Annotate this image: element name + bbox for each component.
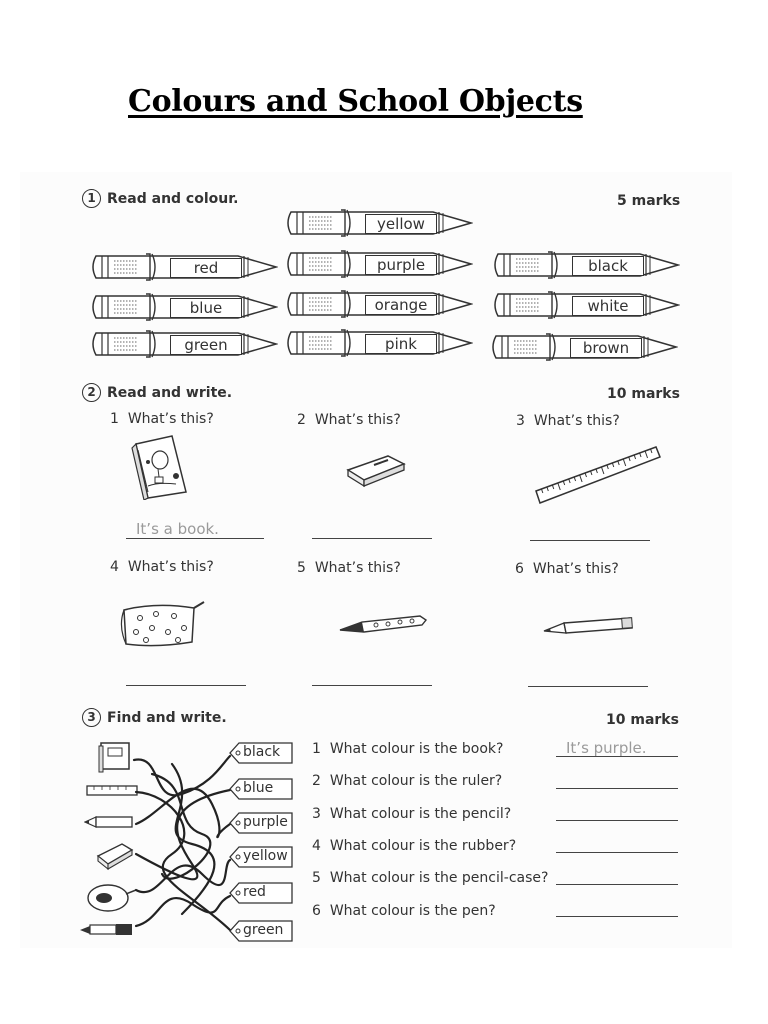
answer-line-2[interactable] xyxy=(312,518,432,539)
section-2-header xyxy=(82,383,232,402)
question-6: 6 What’s this? xyxy=(515,561,619,577)
colour-tag[interactable] xyxy=(229,742,293,764)
colour-tag[interactable] xyxy=(229,778,293,800)
colour-answer-line-4[interactable] xyxy=(556,852,678,853)
crayon-label: brown xyxy=(570,338,642,358)
colour-question-4: 4 What colour is the rubber? xyxy=(312,838,517,854)
tag-label: red xyxy=(243,884,266,900)
tag-label: black xyxy=(243,744,281,760)
crayon[interactable] xyxy=(283,208,473,238)
pencil-icon xyxy=(542,614,638,636)
crayon[interactable] xyxy=(283,289,473,319)
colour-answer-line-5[interactable] xyxy=(556,884,678,885)
crayon[interactable] xyxy=(283,328,473,358)
section-2-marks: 10 marks xyxy=(607,386,680,402)
pen-icon xyxy=(336,612,432,636)
crayon[interactable] xyxy=(88,292,278,322)
colour-answer-example: It’s purple. xyxy=(566,739,647,757)
question-2: 2 What’s this? xyxy=(297,412,401,428)
tag-label: blue xyxy=(243,780,274,796)
question-3: 3 What’s this? xyxy=(516,413,620,429)
rubber-icon xyxy=(344,452,410,488)
colour-tag[interactable] xyxy=(229,812,293,834)
colour-answer-line-6[interactable] xyxy=(556,916,678,917)
section-heading: Read and write. xyxy=(107,384,233,401)
colour-question-2: 2 What colour is the ruler? xyxy=(312,773,503,789)
section-number-badge: 1 xyxy=(82,189,101,208)
colour-answer-line-1[interactable] xyxy=(556,756,678,757)
question-4: 4 What’s this? xyxy=(110,559,214,575)
crayon[interactable] xyxy=(88,329,278,359)
answer-example-1: It’s a book. xyxy=(136,520,219,538)
crayon-label: white xyxy=(572,296,644,316)
answer-line-5[interactable] xyxy=(312,665,432,686)
pencil-case-icon xyxy=(84,880,138,914)
ruler-icon xyxy=(534,443,662,507)
section-number-badge: 2 xyxy=(82,383,101,402)
crayon[interactable] xyxy=(488,332,678,362)
question-5: 5 What’s this? xyxy=(297,560,401,576)
crayon-label: green xyxy=(170,335,242,355)
colour-question-6: 6 What colour is the pen? xyxy=(312,903,496,919)
colour-tag[interactable] xyxy=(229,846,293,868)
colour-tag[interactable] xyxy=(229,882,293,904)
crayon-label: pink xyxy=(365,334,437,354)
tag-label: green xyxy=(243,922,284,938)
crayon-label: purple xyxy=(365,255,437,275)
crayon[interactable] xyxy=(283,249,473,279)
section-3-marks: 10 marks xyxy=(606,712,679,728)
crayon-label: yellow xyxy=(365,214,437,234)
answer-line-3[interactable] xyxy=(530,520,650,541)
crayon-label: black xyxy=(572,256,644,276)
crayon-label: red xyxy=(170,258,242,278)
section-heading: Find and write. xyxy=(107,709,227,726)
pencil-icon xyxy=(84,814,136,830)
section-1-header xyxy=(82,189,238,208)
answer-line-4[interactable] xyxy=(126,665,246,686)
book-icon xyxy=(98,740,134,774)
section-1-marks: 5 marks xyxy=(617,193,681,209)
colour-answer-line-3[interactable] xyxy=(556,820,678,821)
colour-question-5: 5 What colour is the pencil-case? xyxy=(312,870,549,886)
tag-label: purple xyxy=(243,814,288,830)
colour-answer-line-2[interactable] xyxy=(556,788,678,789)
crayon-label: blue xyxy=(170,298,242,318)
pen-icon xyxy=(78,920,138,938)
section-heading: Read and colour. xyxy=(107,190,239,207)
crayon[interactable] xyxy=(490,290,680,320)
question-1: 1 What’s this? xyxy=(110,411,214,427)
crayon-label: orange xyxy=(365,295,437,315)
section-3-header xyxy=(82,708,227,727)
page-title: Colours and School Objects xyxy=(128,84,583,119)
section-number-badge: 3 xyxy=(82,708,101,727)
tangled-lines xyxy=(132,744,234,940)
colour-question-1: 1 What colour is the book? xyxy=(312,741,504,757)
colour-tag[interactable] xyxy=(229,920,293,942)
tag-label: yellow xyxy=(243,848,288,864)
crayon[interactable] xyxy=(88,252,278,282)
answer-line-6[interactable] xyxy=(528,666,648,687)
rubber-icon xyxy=(94,840,136,872)
colour-question-3: 3 What colour is the pencil? xyxy=(312,806,512,822)
crayon[interactable] xyxy=(490,250,680,280)
book-icon xyxy=(128,434,192,500)
pencil-case-icon xyxy=(116,598,208,650)
